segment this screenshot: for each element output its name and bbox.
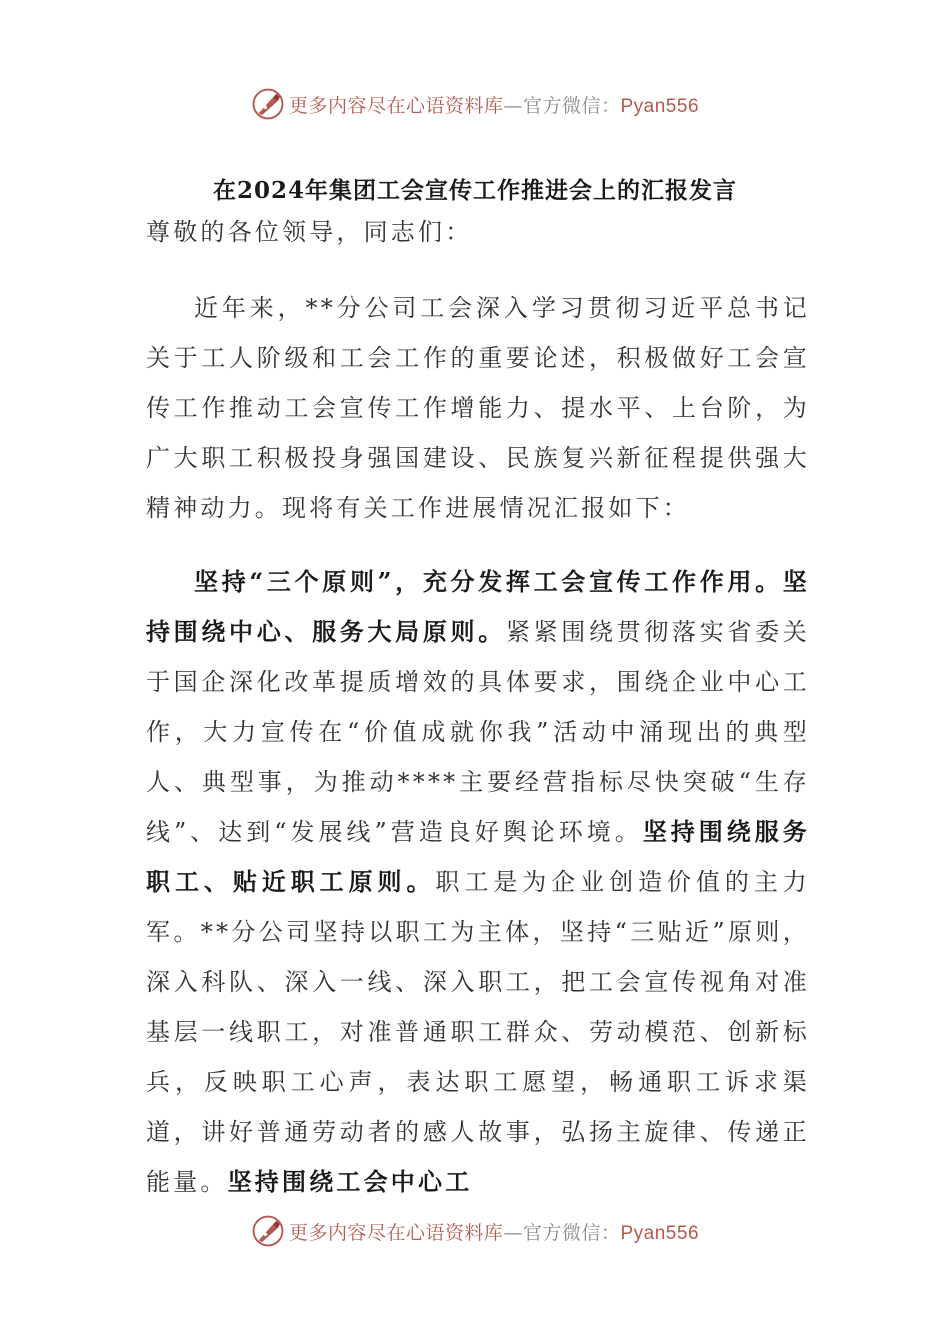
salutation: 尊敬的各位领导，同志们： [146, 218, 473, 246]
watermark-code: Pyan556 [620, 1222, 700, 1244]
watermark-rest: —官方微信： [503, 1221, 621, 1244]
section-heading: 坚持“三个原则”，充分发挥工会宣传工作作用。 [194, 567, 783, 596]
watermark-text [289, 91, 699, 118]
watermark-code: Pyan556 [620, 95, 700, 117]
principle-3-heading: 坚持围绕工会中心工 [227, 1167, 473, 1196]
watermark-rest: —官方微信： [503, 94, 621, 117]
principle-1-heading: 坚持围绕中心、服务大局原则。 [146, 567, 810, 646]
watermark-brand: 更多内容尽在心语资料库 [288, 94, 504, 117]
watermark-brand: 更多内容尽在心语资料库 [288, 1221, 504, 1244]
watermark-text [289, 1218, 699, 1245]
section-paragraph [146, 557, 810, 1207]
principle-2-heading: 坚持围绕服务职工、贴近职工原则。 [146, 817, 811, 896]
watermark-header [0, 84, 950, 124]
intro-paragraph: 近年来，**分公司工会深入学习贯彻习近平总书记关于工人阶级和工会工作的重要论述，积极做好工会宣传工作推动工会宣传工作增能力、提水平、上台阶，为广大职工积极投身强国建设、民族复兴新征程提供强大精神动力。现将有关工作进展情况汇报如下： [146, 294, 810, 522]
page-title: 在2024年集团工会宣传工作推进会上的汇报发言 [212, 177, 737, 204]
principle-1-text: 紧紧围绕贯彻落实省委关于国企深化改革提质增效的具体要求，围绕企业中心工作，大力宣传在“价值成就你我”活动中涌现出的典型人、典型事，为推动****主要经营指标尽快突破“生存线”、达到“发展线”营造良好舆论环境。 [146, 618, 811, 846]
principle-2-text: 职工是为企业创造价值的主力军。**分公司坚持以职工为主体，坚持“三贴近”原则，深入科队、深入一线、深入职工，把工会宣传视角对准基层一线职工，对准普通职工群众、劳动模范、创新标兵，反映职工心声，表达职工愿望，畅通职工诉求渠道，讲好普通劳动者的感人故事，弘扬主旋律、传递正能量。 [146, 868, 810, 1196]
pen-nib-logo-icon [251, 1214, 285, 1248]
watermark-footer [0, 1211, 950, 1251]
pen-nib-logo-icon [251, 87, 285, 121]
document-body [146, 207, 810, 1207]
